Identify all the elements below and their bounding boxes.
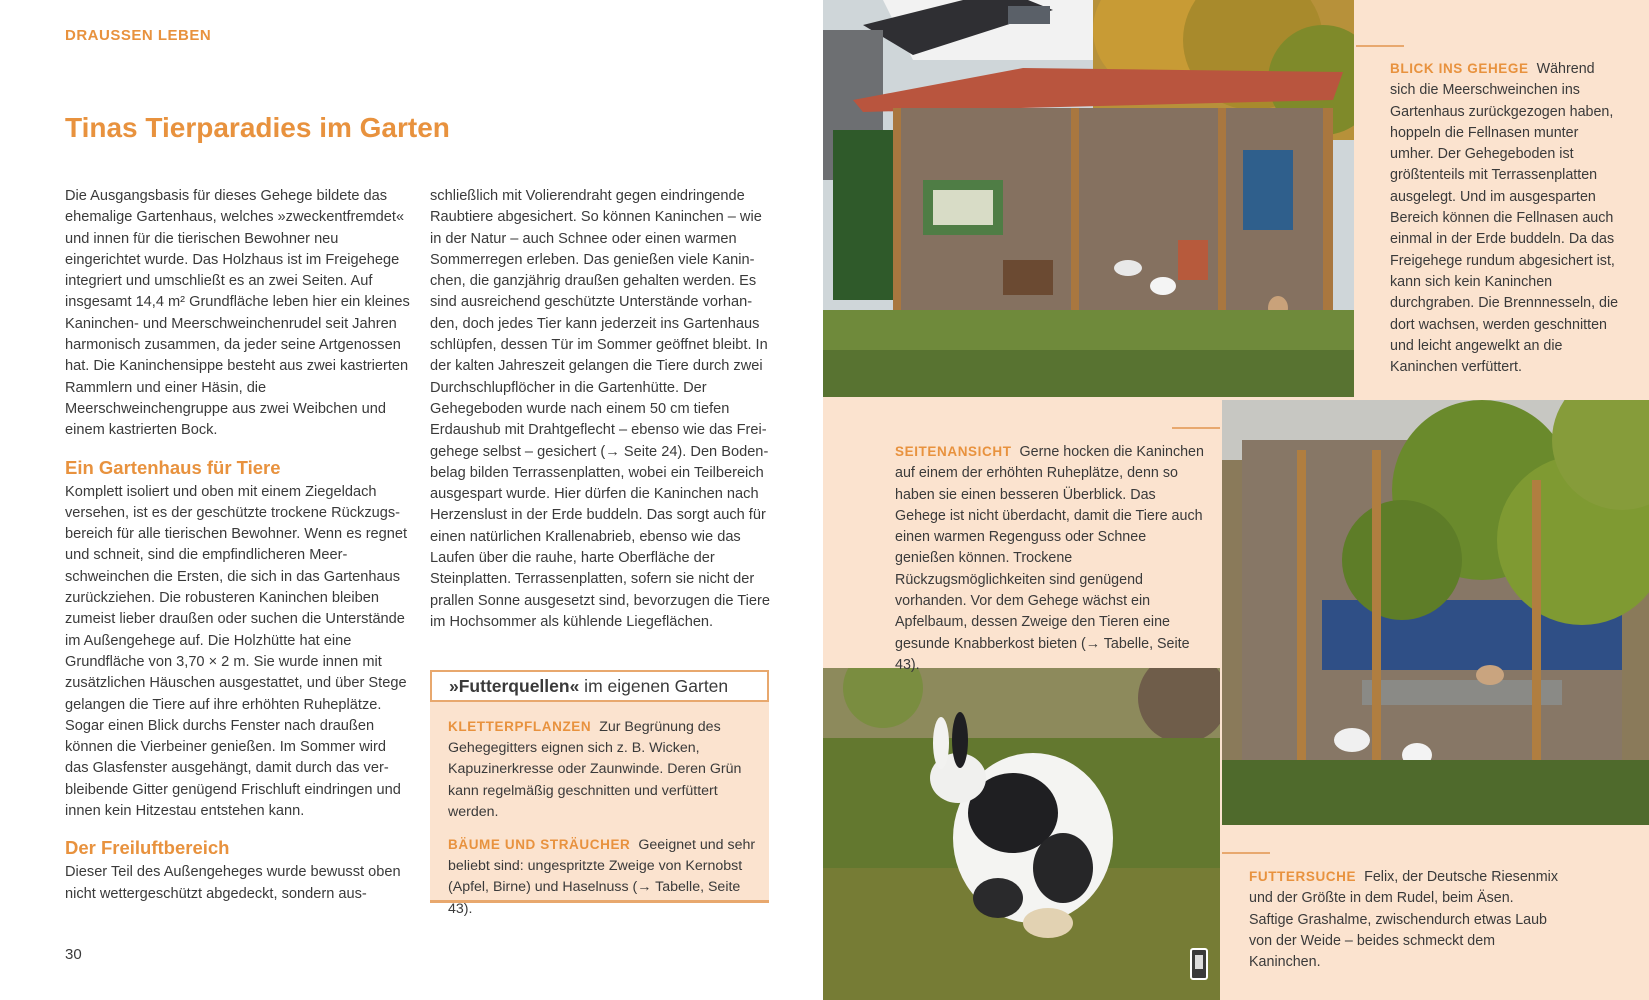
infobox-item1-text: Zur Begrünung des Gehegegitters eignen sich z. B. Wicken, Kapuzinerkresse oder Zaunwinde. Deren Grün kann regelmäßig geschnitten und verfüttert werden. [448, 719, 742, 820]
text-column-1 [65, 186, 410, 905]
paragraph-gartenhaus: Komplett isoliert und oben mit einem Ziegeldach versehen, ist es der geschützte trockene Rückzugsbereich für alle tierischen Bewohner. Wenn es regnet und schneit, sind die empfindlicheren Meerschweinchen die Ersten, die sich in das Gartenhaus zurückziehen. Die robusteren Kaninchen bleiben zumeist lieber draußen oder suchen die Unterstände im Außengehege auf. Die Holzhütte hat eine Grundfläche von 3,70 × 2 m. Sie wurde innen mit zusätzlichen Häuschen ausgestattet, und über Stege gelangen die Tiere auf ihre erhöhten Ruheplätze. Sogar einen Blick durchs Fenster nach draußen können die Vierbeiner genießen. Im Sommer wird das Glasfenster ausgehängt, damit durch das verbleibende Gitter genügend Frischluft eindringen und innen kein Hitzestau entstehen kann. [65, 483, 408, 820]
paragraph-freiluftbereich: Dieser Teil des Außengeheges wurde bewusst oben nicht wettergeschützt abgedeckt, sondern aus- [65, 864, 401, 902]
caption-rule-seite [1172, 427, 1220, 429]
infobox-item-kletterpflanzen [448, 716, 758, 823]
caption-rule-blick [1356, 45, 1404, 47]
infobox-body [448, 716, 758, 931]
page-title: Tinas Tierparadies im Garten [65, 112, 450, 143]
paragraph-continued: schließlich mit Volierendraht gegen eindringende Raubtiere abgesichert. So können Kaninchen – wie in der Natur – auch Schnee oder einen warmen Sommerregen erleben. Das genießen viele Kaninchen, die ganzjährig draußen gehalten werden. Es sind ausreichend geschützte Unterstände vorhanden, doch jedes Tier kann jederzeit ins Gartenhaus schlüpfen, dessen Tür im Sommer geöffnet bleibt. In der kalten Jahreszeit gelangen die Tiere durch zwei Durchschlupflöcher in die Gartenhütte. Der Gehegeboden wurde nach einem 50 cm tiefen Erdaushub mit Drahtgeflecht – ebenso wie das Freigehege selbst – gesichert (→ Seite 24). Den Bodenbelag bilden Terrassenplatten, wobei ein Teilbereich ausgespart wurde. Hier dürfen die Kaninchen nach Herzenslust in der Erde buddeln. Das sorgt auch für einen natürlichen Krallenabrieb, ebenso wie das Laufen über die rauhe, harte Oberfläche der Steinplatten. Terrassenplatten, sofern sie nicht der prallen Sonne ausgesetzt sind, bevorzugen die Tiere im Hochsommer als kühlende Liegeflächen. [430, 188, 770, 630]
infobox-item2-text: Geeignet und sehr beliebt sind: ungespritzte Zweige von Kernobst (Apfel, Birne) und Haselnuss (→ Tabelle, Seite 43). [448, 837, 756, 917]
intro-paragraph: Die Ausgangsbasis für dieses Gehege bildete das ehemalige Gartenhaus, welches »zweckentfremdet« und innen für die tierischen Bewohner neu eingerichtet wurde. Das Holzhaus ist im Freigehege integriert und umschließt es an zwei Seiten. Auf insgesamt 14,4 m² Grundfläche leben hier ein kleines Kaninchen- und Meerschweinchenrudel seit Jahren harmonisch zusammen, da jeder seine Artgenossen hat. Die Kaninchensippe besteht aus zwei kastrierten Rammlern und einer Häsin, die Meerschweinchengruppe aus zwei Weibchen und einem kastrierten Bock. [65, 188, 410, 439]
text-column-2 [430, 186, 775, 633]
keyword-futtersuche: FUTTERSUCHE [1249, 869, 1357, 884]
caption-seitenansicht [895, 441, 1205, 676]
infobox-title-bold: »Futterquellen« [449, 676, 580, 696]
keyword-kletterpflanzen: KLETTERPFLANZEN [448, 719, 592, 734]
photo-enclosure-side [1222, 400, 1649, 825]
caption-rule-futter [1222, 852, 1270, 854]
infobox-title [430, 670, 769, 702]
photo-rabbit-grazing [823, 668, 1220, 1000]
subhead-freiluftbereich: Der Freiluftbereich [65, 837, 230, 859]
infobox-futterquellen [430, 670, 769, 917]
section-label: DRAUSSEN LEBEN [65, 27, 212, 44]
page-number: 30 [65, 946, 82, 963]
phone-icon [1190, 948, 1208, 980]
infobox-item-baeume [448, 834, 758, 920]
caption-blick-text: Während sich die Meerschweinchen ins Gartenhaus zurückgezogen haben, hoppeln die Fellnasen munter umher. Der Gehegeboden ist größtenteils mit Terrassenplatten ausgelegt. Und im ausgesparten Bereich können die Fellnasen auch einmal in der Erde buddeln. Da das Freigehege rundum abgesichert ist, kann sich kein Kaninchen durchgraben. Die Brennnesseln, die dort wachsen, werden geschnitten und leicht angewelkt an die Kaninchen verfüttert. [1390, 61, 1619, 376]
keyword-seitenansicht: SEITENANSICHT [895, 444, 1012, 459]
caption-futter-text: Felix, der Deutsche Riesenmix und der Größte in dem Rudel, beim Äsen. Saftige Grashalme, zwischendurch etwas Laub von der Weide – beides schmeckt dem Kaninchen. [1249, 869, 1558, 971]
photo-enclosure-front [823, 0, 1354, 397]
subhead-gartenhaus: Ein Gartenhaus für Tiere [65, 456, 281, 478]
keyword-baeume: BÄUME UND STRÄUCHER [448, 837, 631, 853]
keyword-blick: BLICK INS GEHEGE [1390, 61, 1529, 76]
infobox-title-rest: im eigenen Garten [579, 676, 729, 696]
caption-blick-ins-gehege [1390, 58, 1624, 378]
caption-futtersuche [1249, 866, 1559, 973]
caption-seite-text: Gerne hocken die Kaninchen auf einem der erhöhten Ruheplätze, denn so haben sie einen besseren Überblick. Das Gehege ist nicht überdacht, damit die Tiere auch einen warmen Regenguss oder Schnee genießen können. Trockene Rückzugsmöglichkeiten sind genügend vorhanden. Vor dem Gehege wächst ein Apfelbaum, dessen Zweige den Tieren eine gesunde Knabberkost bieten (→ Tabelle, Seite 43). [895, 444, 1204, 673]
left-page [0, 0, 823, 1000]
